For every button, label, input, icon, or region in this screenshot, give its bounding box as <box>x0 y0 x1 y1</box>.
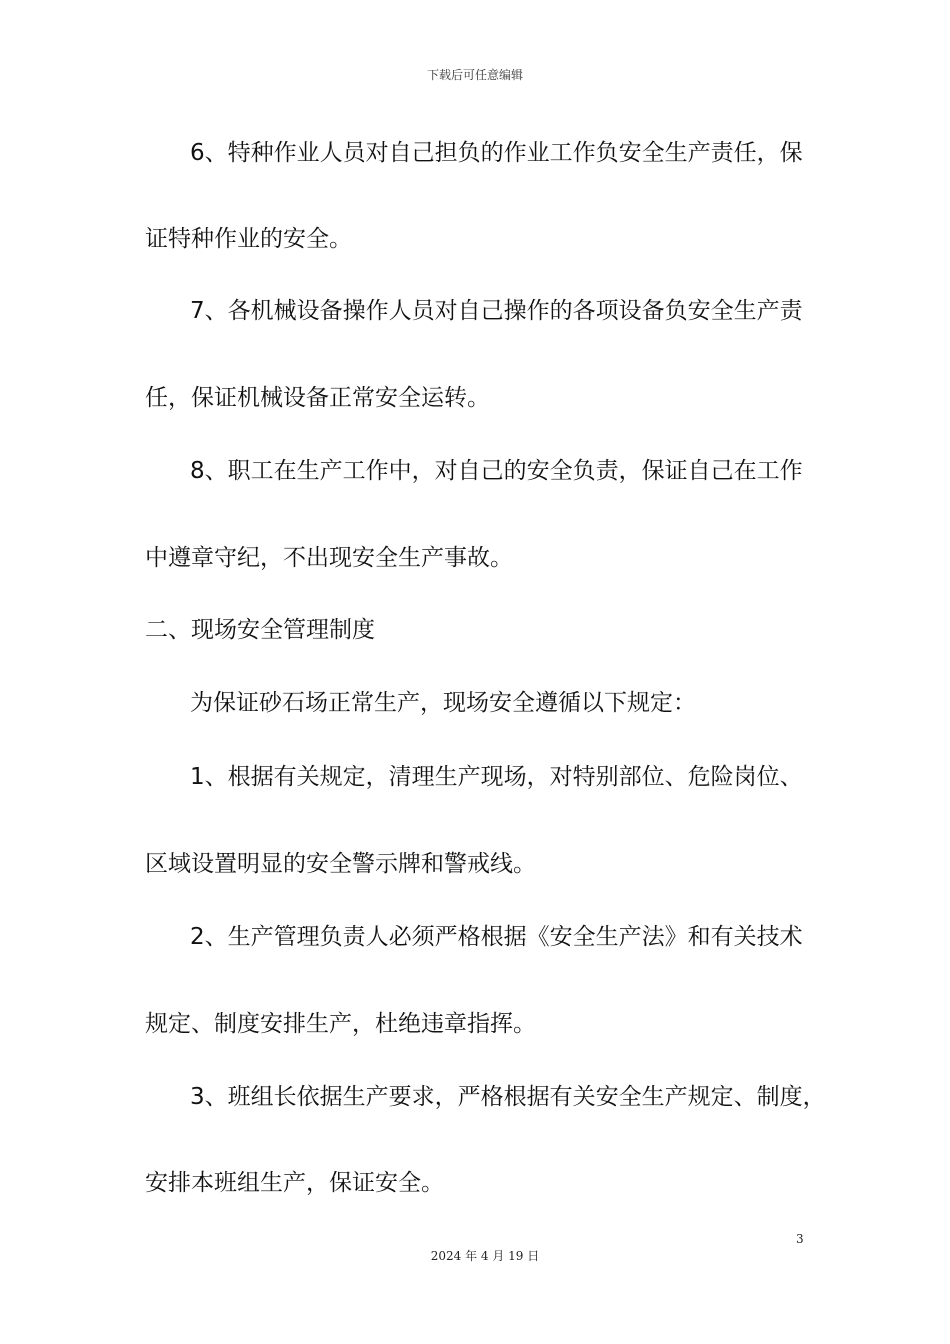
paragraph-line: 6、特种作业人员对自己担负的作业工作负安全生产责任，保 <box>190 140 803 166</box>
paragraph-line: 为保证砂石场正常生产，现场安全遵循以下规定： <box>190 690 696 716</box>
footer-date: 2024 年 4 月 19 日 <box>430 1249 540 1263</box>
paragraph-line: 中遵章守纪，不出现安全生产事故。 <box>145 545 513 571</box>
paragraph-line: 区域设置明显的安全警示牌和警戒线。 <box>145 851 536 877</box>
section-heading: 二、现场安全管理制度 <box>145 617 375 643</box>
page-number: 3 <box>796 1232 804 1246</box>
paragraph-line: 规定、制度安排生产，杜绝违章指挥。 <box>145 1011 536 1037</box>
paragraph-line: 证特种作业的安全。 <box>145 226 352 252</box>
paragraph-line: 8、职工在生产工作中，对自己的安全负责，保证自己在工作 <box>190 458 803 484</box>
paragraph-line: 任，保证机械设备正常安全运转。 <box>145 385 490 411</box>
paragraph-line: 3、班组长依据生产要求，严格根据有关安全生产规定、制度， <box>190 1084 826 1110</box>
paragraph-line: 2、生产管理负责人必须严格根据《安全生产法》和有关技术 <box>190 924 803 950</box>
paragraph-line: 1、根据有关规定，清理生产现场，对特别部位、危险岗位、 <box>190 764 803 790</box>
paragraph-line: 安排本班组生产，保证安全。 <box>145 1170 444 1196</box>
page-header: 下载后可任意编辑 <box>426 68 523 82</box>
paragraph-line: 7、各机械设备操作人员对自己操作的各项设备负安全生产责 <box>190 298 803 324</box>
